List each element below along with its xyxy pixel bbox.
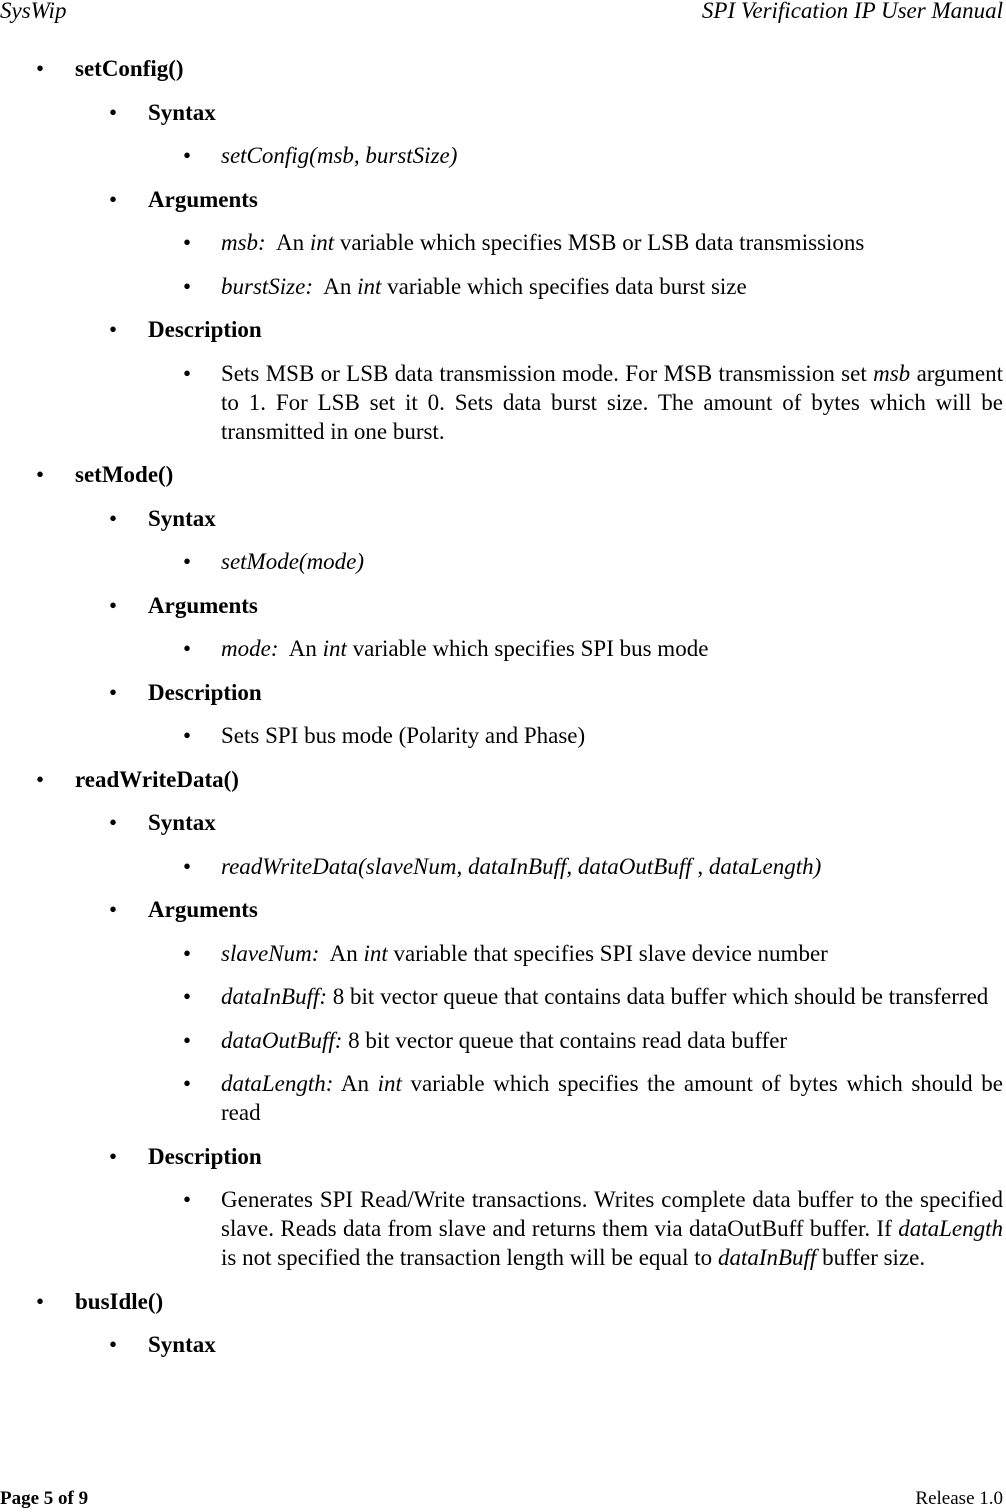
bullet-icon: • (36, 766, 45, 792)
method-name: setMode() (75, 462, 174, 487)
bullet-icon: • (183, 273, 192, 299)
method-setconfig (0, 54, 1003, 446)
header-document-title: SPI Verification IP User Manual (701, 0, 1003, 23)
argument-name: dataLength: (221, 1071, 334, 1096)
argument-article: An (275, 230, 305, 255)
bullet-icon: • (109, 1143, 118, 1169)
page-header (0, 0, 1003, 25)
page-number: Page 5 of 9 (0, 1488, 89, 1509)
argument-type: int (309, 230, 335, 255)
section-label-description: Description (148, 679, 262, 705)
bullet-icon: • (36, 1288, 45, 1314)
argument-name: msb: (221, 230, 266, 255)
bullet-icon: • (109, 679, 118, 705)
bullet-icon: • (109, 592, 118, 618)
argument-name: mode: (221, 636, 279, 661)
argument-article: An (288, 636, 317, 661)
section-label-syntax: Syntax (148, 810, 216, 835)
method-name: setConfig() (75, 56, 184, 81)
document-body (0, 54, 1003, 1374)
syntax-signature: setMode(mode) (221, 549, 365, 574)
bullet-icon: • (109, 99, 118, 125)
argument-item (0, 1026, 1003, 1055)
bullet-icon: • (36, 462, 45, 487)
argument-type: int (357, 273, 382, 299)
method-name: readWriteData() (75, 766, 239, 792)
bullet-icon: • (183, 940, 192, 966)
argument-description: variable which specifies MSB or LSB data transmissions (339, 230, 865, 255)
description-text: Generates SPI Read/Write transactions. Writes complete data buffer to the specified slave. Reads data from slave and returns them via dataOutBuff buffer. If dataLength is not specified the transaction length will be equal to dataInBuff buffer size. (221, 1187, 1003, 1270)
argument-description: 8 bit vector queue that contains read data buffer (348, 1027, 788, 1053)
argument-name: slaveNum: (221, 940, 320, 966)
header-product-name: SysWip (0, 0, 67, 23)
argument-description: variable that specifies SPI slave device number (393, 940, 828, 966)
argument-name: dataInBuff: (221, 984, 328, 1009)
section-label-syntax: Syntax (148, 99, 216, 125)
method-busidle (0, 1287, 1003, 1360)
section-label-arguments: Arguments (148, 897, 258, 922)
argument-article: An (340, 1071, 369, 1096)
bullet-icon: • (109, 317, 118, 342)
argument-description: variable which specifies data burst size (387, 273, 747, 299)
bullet-icon: • (183, 143, 192, 168)
section-label-arguments: Arguments (148, 186, 258, 212)
bullet-icon: • (109, 810, 118, 835)
release-version: Release 1.0 (915, 1488, 1003, 1509)
bullet-icon: • (183, 230, 192, 255)
bullet-icon: • (183, 1027, 192, 1053)
bullet-icon: • (36, 56, 45, 81)
bullet-icon: • (109, 505, 118, 531)
bullet-icon: • (183, 1187, 192, 1212)
method-setmode (0, 460, 1003, 750)
argument-type: int (322, 636, 347, 661)
bullet-icon: • (183, 853, 192, 879)
argument-description: variable which specifies SPI bus mode (352, 636, 709, 661)
section-label-syntax: Syntax (148, 505, 216, 531)
method-name: busIdle() (75, 1288, 164, 1314)
argument-item (0, 272, 1003, 301)
argument-name: dataOutBuff: (221, 1027, 343, 1053)
argument-name: burstSize: (221, 273, 313, 299)
syntax-signature: setConfig(msb, burstSize) (221, 143, 458, 168)
argument-description: 8 bit vector queue that contains data buffer which should be transferred (332, 984, 989, 1009)
argument-item (0, 228, 1003, 257)
description-text: Sets MSB or LSB data transmission mode. For MSB transmission set msb argument to 1. For LSB set it 0. Sets data burst size. The amount of bytes which will be transmitted in one burst. (221, 360, 1004, 444)
bullet-icon: • (109, 1332, 118, 1357)
page-footer (0, 1486, 1003, 1512)
argument-article: An (323, 273, 352, 299)
method-readwritedata (0, 765, 1003, 1273)
bullet-icon: • (183, 549, 192, 574)
argument-description: variable which specifies the amount of bytes which should be read (221, 1071, 1004, 1125)
argument-item (0, 982, 1003, 1011)
argument-article: An (329, 940, 358, 966)
syntax-signature: readWriteData(slaveNum, dataInBuff, dataOutBuff , dataLength) (221, 853, 822, 879)
bullet-icon: • (183, 360, 192, 386)
bullet-icon: • (183, 636, 192, 661)
argument-type: int (377, 1071, 402, 1096)
argument-item (0, 1069, 1003, 1127)
argument-item (0, 634, 1003, 663)
section-label-syntax: Syntax (148, 1332, 216, 1357)
bullet-icon: • (183, 723, 192, 748)
section-label-description: Description (148, 1143, 262, 1169)
argument-item (0, 939, 1003, 968)
argument-type: int (363, 940, 388, 966)
bullet-icon: • (183, 984, 192, 1009)
section-label-arguments: Arguments (148, 592, 258, 618)
bullet-icon: • (109, 186, 118, 212)
section-label-description: Description (148, 317, 262, 342)
description-text: Sets SPI bus mode (Polarity and Phase) (221, 723, 586, 748)
bullet-icon: • (109, 897, 118, 922)
bullet-icon: • (183, 1071, 192, 1096)
